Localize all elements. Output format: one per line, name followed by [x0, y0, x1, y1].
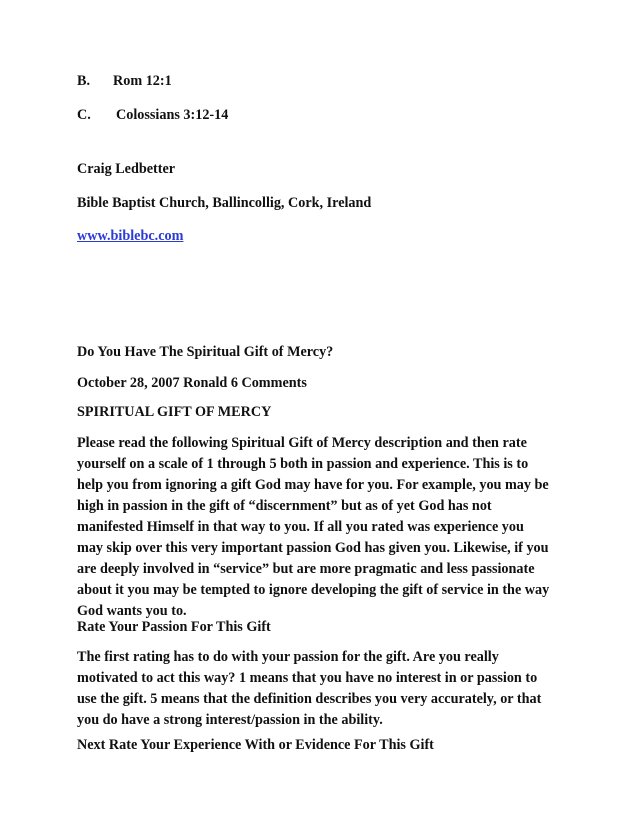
article-meta: October 28, 2007 Ronald 6 Comments — [77, 375, 307, 391]
website-link[interactable]: www.biblebc.com — [77, 228, 184, 244]
intro-paragraph — [77, 433, 567, 622]
paragraph-line: motivated to act this way? 1 means that you have no interest in or passion to — [77, 670, 538, 686]
experience-heading: Next Rate Your Experience With or Evidence For This Gift — [77, 737, 434, 753]
passion-paragraph — [77, 647, 567, 731]
paragraph-line: help you from ignoring a gift God may have for you. For example, you may be — [77, 477, 549, 493]
paragraph-line: The first rating has to do with your passion for the gift. Are you really — [77, 649, 499, 665]
paragraph-line: high in passion in the gift of “discernment” but as of yet God has not — [77, 498, 492, 514]
author-name: Craig Ledbetter — [77, 161, 176, 177]
outline-label: C. — [77, 107, 91, 123]
passion-heading: Rate Your Passion For This Gift — [77, 619, 271, 635]
article-title: Do You Have The Spiritual Gift of Mercy? — [77, 344, 334, 360]
church-name: Bible Baptist Church, Ballincollig, Cork, Ireland — [77, 195, 372, 211]
paragraph-line: manifested Himself in that way to you. If all you rated was experience you — [77, 519, 524, 535]
paragraph-line: are deeply involved in “service” but are more pragmatic and less passionate — [77, 561, 535, 577]
section-heading: SPIRITUAL GIFT OF MERCY — [77, 404, 272, 420]
outline-label: B. — [77, 73, 91, 89]
paragraph-line: yourself on a scale of 1 through 5 both in passion and experience. This is to — [77, 456, 529, 472]
outline-text: Colossians 3:12-14 — [116, 107, 229, 123]
paragraph-line: may skip over this very important passion God has given you. Likewise, if you — [77, 540, 549, 556]
paragraph-line: about it you may be tempted to ignore developing the gift of service in the way — [77, 582, 550, 598]
paragraph-line: Please read the following Spiritual Gift of Mercy description and then rate — [77, 435, 527, 451]
paragraph-line: God wants you to. — [77, 603, 187, 619]
outline-text: Rom 12:1 — [113, 73, 172, 89]
paragraph-line: you do have a strong interest/passion in the ability. — [77, 712, 383, 728]
paragraph-line: use the gift. 5 means that the definition describes you very accurately, or that — [77, 691, 542, 707]
